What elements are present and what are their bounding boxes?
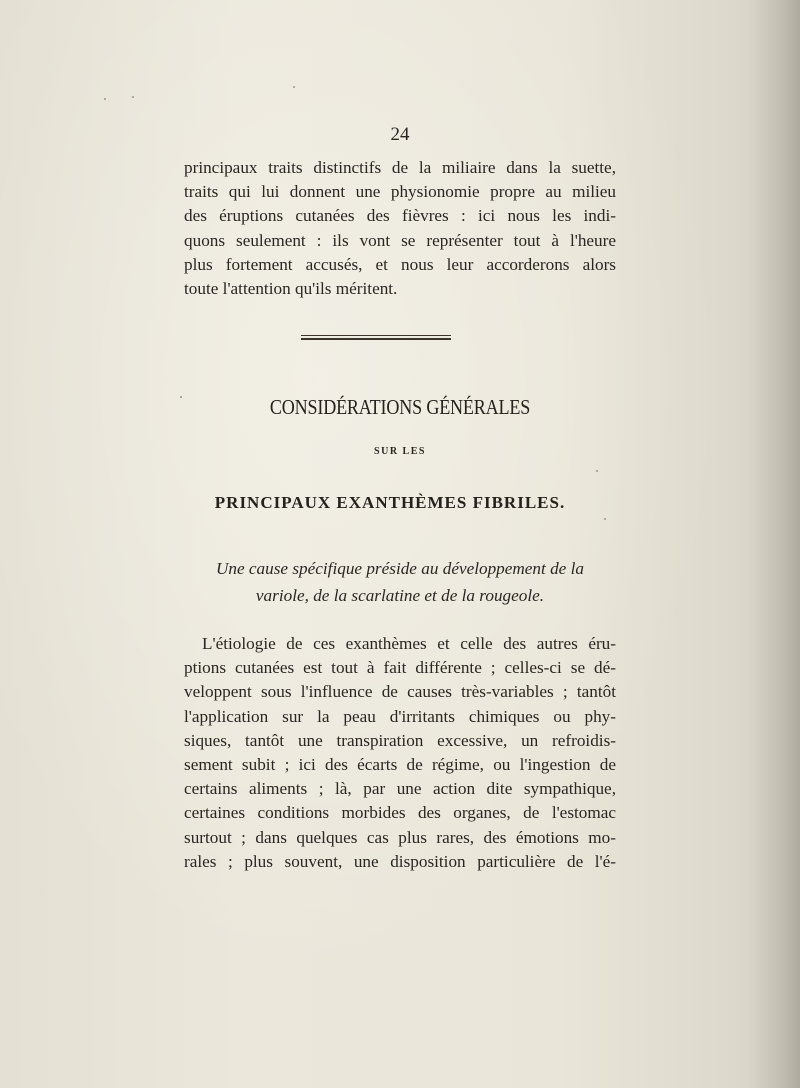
page-edge-shadow <box>748 0 800 1088</box>
text-line: certains aliments ; là, par une action dite sympathique, <box>184 779 616 799</box>
italic-summary <box>180 555 620 609</box>
section-separator <box>301 335 451 340</box>
text-line: certaines conditions morbides des organes, de l'estomac <box>184 803 616 823</box>
separator-rule-thin <box>301 335 451 336</box>
text-line: veloppent sous l'influence de causes très-variables ; tantôt <box>184 682 616 702</box>
paper-speck <box>293 86 295 88</box>
paragraph-1 <box>184 156 616 301</box>
italic-line: variole, de la scarlatine et de la rougeole. <box>255 586 545 605</box>
text-line: traits qui lui donnent une physionomie propre au milieu <box>184 182 616 202</box>
italic-line: Une cause spécifique préside au développement de la <box>216 559 584 578</box>
page-number: 24 <box>390 124 410 145</box>
separator-rule-thick <box>301 338 451 340</box>
text-line: toute l'attention qu'ils méritent. <box>184 279 398 299</box>
paper-speck <box>596 470 598 472</box>
section-subheading: PRINCIPAUX EXANTHÈMES FIBRILES. <box>214 493 566 512</box>
text-line: l'application sur la peau d'irritants chimiques ou phy- <box>184 706 616 726</box>
text-line: rales ; plus souvent, une disposition particulière de l'é- <box>184 851 616 871</box>
text-line: quons seulement : ils vont se représenter tout à l'heure <box>184 230 616 250</box>
paper-speck <box>132 96 134 98</box>
text-line: sement subit ; ici des écarts de régime, ou l'ingestion de <box>184 755 616 775</box>
paper-speck <box>104 98 106 100</box>
text-line: ptions cutanées est tout à fait différente ; celles-ci se dé- <box>184 658 616 678</box>
text-line: L'étiologie de ces exanthèmes et celle des autres éru- <box>202 634 616 653</box>
section-heading: CONSIDÉRATIONS GÉNÉRALES <box>269 395 531 419</box>
text-line: principaux traits distinctifs de la miliaire dans la suette, <box>184 158 616 177</box>
paper-speck <box>180 396 182 398</box>
text-line: plus fortement accusés, et nous leur accorderons alors <box>184 254 616 274</box>
text-line: des éruptions cutanées des fièvres : ici nous les indi- <box>184 206 616 226</box>
text-line: siques, tantôt une transpiration excessive, un refroidis- <box>184 730 616 750</box>
paper-speck <box>604 518 606 520</box>
paragraph-2 <box>184 632 616 874</box>
section-heading-connector: SUR LES <box>374 446 426 457</box>
text-line: surtout ; dans quelques cas plus rares, des émotions mo- <box>184 827 616 847</box>
